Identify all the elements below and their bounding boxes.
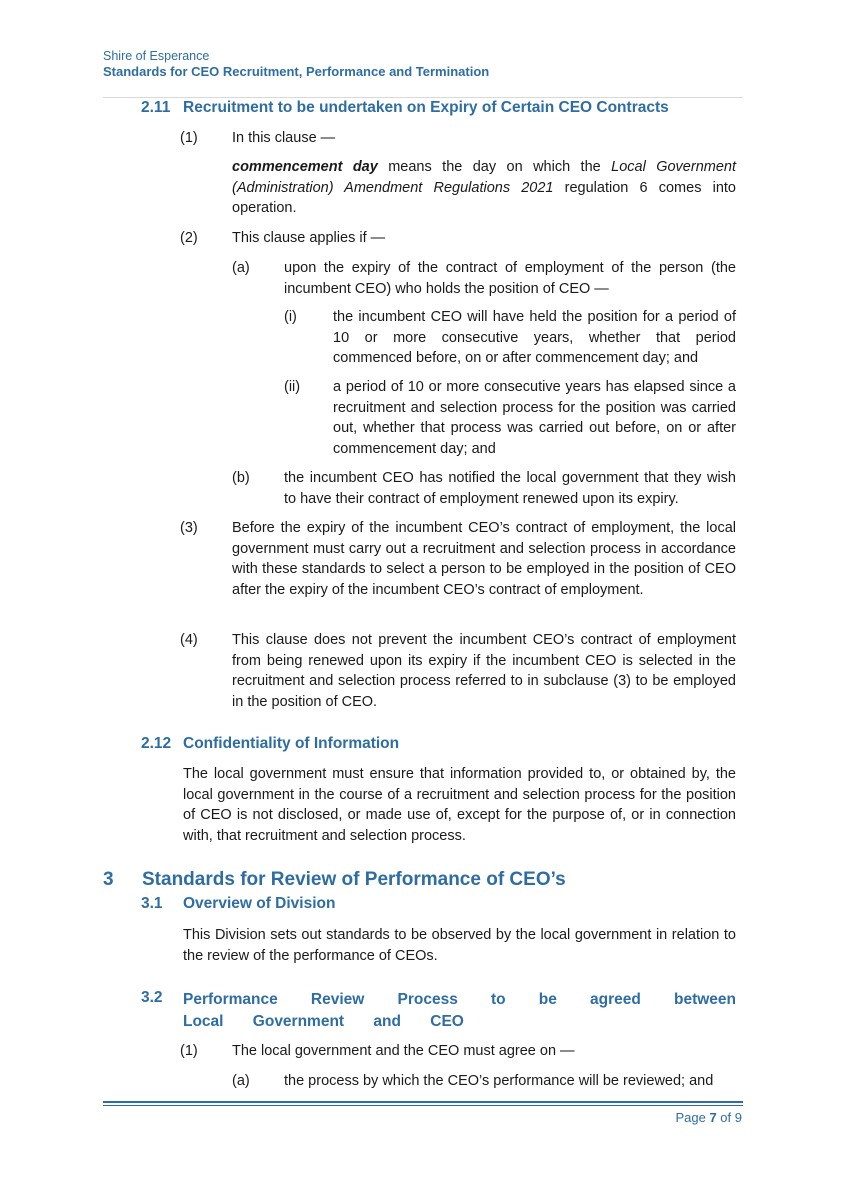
subclause-text: the process by which the CEO’s performance will be reviewed; and xyxy=(284,1073,714,1089)
footer-divider-thin xyxy=(103,1105,743,1106)
section-text: This Division sets out standards to be observed by the local government in relation to the review of the performance of CEOs. xyxy=(183,927,736,964)
regulation-title: Local Government (Administration) Amendment Regulations 2021 xyxy=(232,159,736,196)
section-number: 3.2 xyxy=(141,989,163,1006)
clause-text: Before the expiry of the incumbent CEO’s contract of employment, the local government must carry out a recruitment and selection process in accordance with these standards to select a person to be employed in the position of CEO after the expiry of the incumbent CEO’s contract of employment. xyxy=(232,520,736,598)
definition-text: means the day on which the xyxy=(377,159,612,175)
clause-label: (2) xyxy=(180,230,198,246)
clause-label: (4) xyxy=(180,632,198,648)
section-title: Recruitment to be undertaken on Expiry of Certain CEO Contracts xyxy=(183,99,669,116)
page-number xyxy=(675,1110,742,1125)
subclause-label: (a) xyxy=(232,1073,250,1089)
section-text: The local government must ensure that information provided to, or obtained by, the local government in the course of a recruitment and selection process for the position of CEO is not disclosed, or made use of, except for the purpose of, or in connection with, that recruitment and selection process. xyxy=(183,766,736,844)
definition-text-end: regulation 6 comes into operation. xyxy=(232,179,736,216)
section-number: 3.1 xyxy=(141,895,163,912)
organisation-name: Shire of Esperance xyxy=(103,49,210,63)
section-title: Overview of Division xyxy=(183,895,336,912)
subclause-text: the incumbent CEO has notified the local government that they wish to have their contract of employment renewed upon its expiry. xyxy=(284,470,736,507)
subclause-text: upon the expiry of the contract of employment of the person (the incumbent CEO) who holds the position of CEO — xyxy=(284,260,736,297)
clause-text: This clause applies if — xyxy=(232,230,386,246)
current-page: 7 xyxy=(709,1110,717,1125)
document-title: Standards for CEO Recruitment, Performance and Termination xyxy=(103,64,490,79)
subclause-label: (b) xyxy=(232,470,250,486)
header-divider xyxy=(103,97,743,98)
of-word: of xyxy=(720,1110,732,1125)
chapter-number: 3 xyxy=(103,869,114,890)
section-title: Confidentiality of Information xyxy=(183,735,400,752)
total-pages: 9 xyxy=(734,1110,742,1125)
section-title: Performance Review Process to be agreed between Local Government and CEO xyxy=(183,991,736,1030)
page-header xyxy=(103,49,489,80)
definition-term: commencement day xyxy=(232,159,378,175)
clause-text: This clause does not prevent the incumbent CEO’s contract of employment from being renewed upon its expiry if the incumbent CEO is selected in the recruitment and selection process referred to in subclause (3) to be employed in the position of CEO. xyxy=(232,632,736,710)
item-label: (i) xyxy=(284,309,297,325)
chapter-3-heading xyxy=(103,869,566,891)
subclause-label: (a) xyxy=(232,260,250,276)
section-number: 2.12 xyxy=(141,735,172,752)
footer-divider xyxy=(103,1101,743,1103)
page-word: Page xyxy=(675,1110,706,1125)
clause-label: (3) xyxy=(180,520,198,536)
item-label: (ii) xyxy=(284,379,301,395)
clause-label: (1) xyxy=(180,130,198,146)
definition-paragraph xyxy=(232,157,736,219)
clause-label: (1) xyxy=(180,1043,198,1059)
clause-text: In this clause — xyxy=(232,130,336,146)
item-text: the incumbent CEO will have held the position for a period of 10 or more consecutive years, whether that period commenced before, on or after commencement day; and xyxy=(333,309,736,366)
chapter-title: Standards for Review of Performance of CEO’s xyxy=(142,869,566,890)
section-number: 2.11 xyxy=(141,99,171,116)
clause-text: The local government and the CEO must agree on — xyxy=(232,1043,575,1059)
item-text: a period of 10 or more consecutive years has elapsed since a recruitment and selection process for the position was carried out, whether that process was carried out before, on or after commencement day; and xyxy=(333,379,736,457)
